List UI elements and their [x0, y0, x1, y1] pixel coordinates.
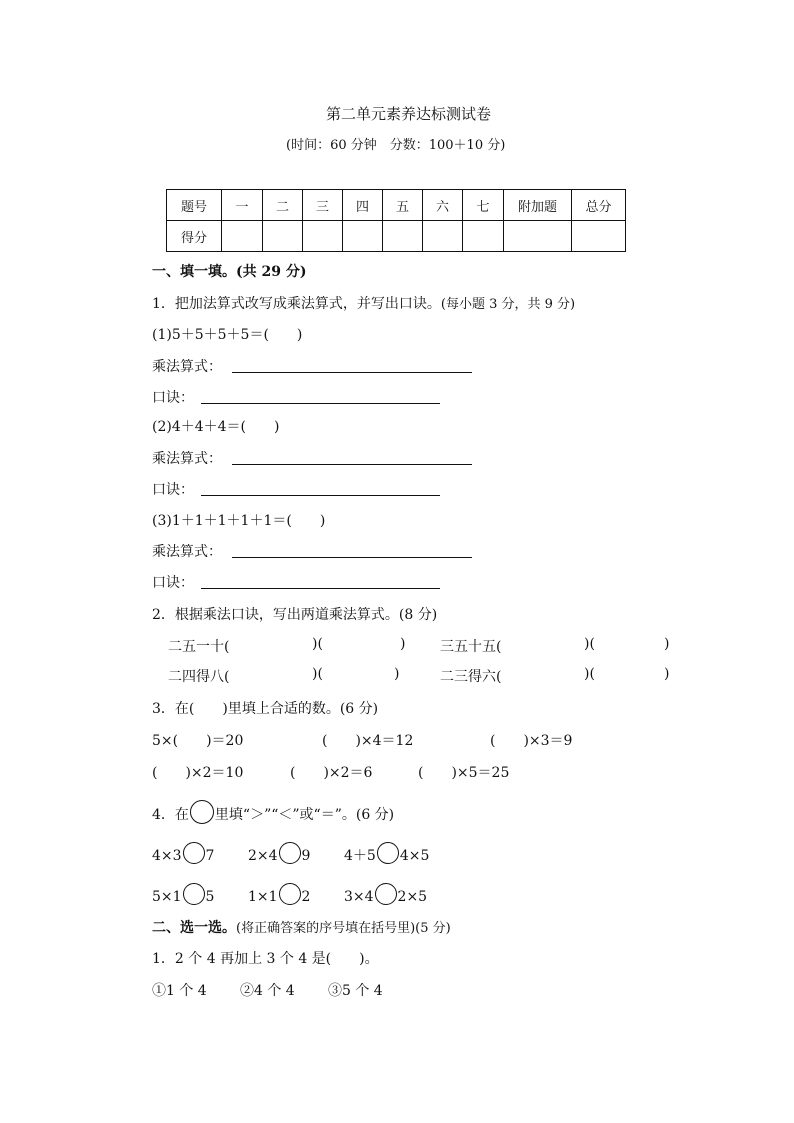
table-cell: 二 — [263, 190, 303, 221]
q4-left: 2×4 — [248, 848, 278, 864]
answer-line[interactable] — [232, 464, 472, 465]
q2-item3-end: ) — [394, 666, 400, 682]
q4-right: 2 — [301, 889, 311, 905]
q4-r1-c — [344, 842, 429, 865]
q1-part1-expr: (1)5＋5＋5＋5＝( ) — [152, 327, 303, 343]
circle-blank-icon — [190, 800, 214, 824]
q3-r2-a: ( )×2＝10 — [152, 765, 244, 781]
table-cell: 四 — [343, 190, 383, 221]
q2-item2-mid: )( — [584, 636, 595, 652]
table-cell: 六 — [423, 190, 463, 221]
score-input-cell[interactable] — [504, 221, 572, 252]
score-input-cell[interactable] — [222, 221, 263, 252]
q1-stem-text: 1．把加法算式改写成乘法算式，并写出口诀。 — [152, 296, 441, 312]
q4-right: 9 — [301, 848, 311, 864]
s2-q1-option-1: ①1 个 4 — [152, 983, 207, 999]
table-cell: 五 — [383, 190, 423, 221]
answer-line[interactable] — [232, 372, 472, 373]
score-input-cell[interactable] — [572, 221, 626, 252]
score-input-cell[interactable] — [423, 221, 463, 252]
table-cell: 一 — [222, 190, 263, 221]
q1-part2-rhyme-label: 口诀： — [152, 482, 194, 498]
section2-heading-b: (将正确答案的序号填在括号里)(5 分) — [236, 921, 451, 936]
q4-stem — [152, 800, 394, 824]
compare-circle[interactable] — [375, 883, 397, 905]
q1-part3-expr: (3)1＋1＋1＋1＋1＝( ) — [152, 513, 326, 529]
answer-line[interactable] — [201, 403, 440, 404]
q4-right: 5 — [205, 889, 215, 905]
compare-circle[interactable] — [183, 883, 205, 905]
compare-circle[interactable] — [377, 842, 399, 864]
table-cell: 得分 — [167, 221, 222, 252]
section1-heading: 一、填一填。(共 29 分) — [152, 264, 307, 280]
q3-r2-b: ( )×2＝6 — [290, 765, 373, 781]
table-cell: 附加题 — [504, 190, 572, 221]
compare-circle[interactable] — [279, 842, 301, 864]
q4-right: 7 — [205, 848, 215, 864]
q2-item1-rhyme: 二五一十( — [168, 639, 230, 655]
compare-circle[interactable] — [279, 883, 301, 905]
q3-stem: 3．在( )里填上合适的数。(6 分) — [152, 701, 379, 717]
q1-part3-rhyme-label: 口诀： — [152, 575, 194, 591]
q4-left: 5×1 — [152, 889, 182, 905]
q4-left: 3×4 — [344, 889, 374, 905]
s2-q1-stem: 1．2 个 4 再加上 3 个 4 是( )。 — [152, 951, 379, 967]
q2-item4-end: ) — [664, 666, 670, 682]
table-cell: 题号 — [167, 190, 222, 221]
page-title: 第二单元素养达标测试卷 — [326, 105, 492, 123]
q4-stem-b: 里填“＞”“＜”或“＝”。(6 分) — [214, 807, 395, 823]
q3-r1-b: ( )×4＝12 — [322, 733, 414, 749]
score-table-header-row — [167, 190, 626, 221]
answer-line[interactable] — [201, 495, 440, 496]
answer-line[interactable] — [201, 588, 440, 589]
q1-part3-mult-label: 乘法算式： — [152, 544, 222, 560]
score-input-cell[interactable] — [463, 221, 504, 252]
table-cell: 三 — [303, 190, 343, 221]
q3-r1-c: ( )×3＝9 — [490, 733, 573, 749]
table-cell: 七 — [463, 190, 504, 221]
q4-left: 4＋5 — [344, 848, 376, 864]
score-input-cell[interactable] — [383, 221, 423, 252]
compare-circle[interactable] — [183, 842, 205, 864]
q4-right: 4×5 — [399, 848, 430, 864]
q4-right: 2×5 — [397, 889, 428, 905]
score-table — [166, 189, 626, 252]
score-input-cell[interactable] — [343, 221, 383, 252]
score-input-cell[interactable] — [263, 221, 303, 252]
q1-part1-rhyme-label: 口诀： — [152, 390, 194, 406]
q1-part2-expr: (2)4＋4＋4＝( ) — [152, 419, 280, 435]
q2-item4-rhyme: 二三得六( — [440, 669, 502, 685]
q4-stem-a: 4．在 — [152, 807, 189, 823]
q1-part2-mult-label: 乘法算式： — [152, 451, 222, 467]
section2-heading — [152, 917, 451, 937]
q2-stem: 2．根据乘法口诀，写出两道乘法算式。(8 分) — [152, 607, 438, 623]
q3-r2-c: ( )×5＝25 — [418, 765, 510, 781]
q1-note: (每小题 3 分，共 9 分) — [440, 297, 576, 312]
q2-item1-mid: )( — [312, 636, 323, 652]
s2-q1-option-3: ③5 个 4 — [328, 983, 383, 999]
table-cell: 总分 — [572, 190, 626, 221]
q1-stem — [152, 293, 575, 313]
q3-r1-a: 5×( )＝20 — [152, 733, 244, 749]
q4-r1-a — [152, 842, 214, 864]
q4-r2-c — [344, 883, 427, 905]
q2-item1-end: ) — [400, 636, 406, 652]
q2-item4-mid: )( — [584, 666, 595, 682]
s2-q1-option-2: ②4 个 4 — [240, 983, 295, 999]
q4-left: 1×1 — [248, 889, 278, 905]
q2-item3-mid: )( — [312, 666, 323, 682]
answer-line[interactable] — [232, 557, 472, 558]
page-subtitle: (时间：60 分钟 分数：100＋10 分) — [286, 138, 506, 153]
section2-heading-a: 二、选一选。 — [152, 920, 236, 936]
q4-left: 4×3 — [152, 848, 182, 864]
q1-part1-mult-label: 乘法算式： — [152, 359, 222, 375]
q2-item2-rhyme: 三五十五( — [440, 639, 502, 655]
q4-r1-b — [248, 842, 310, 864]
q4-r2-a — [152, 883, 214, 905]
score-table-score-row — [167, 221, 626, 252]
q4-r2-b — [248, 883, 310, 905]
q2-item2-end: ) — [664, 636, 670, 652]
q2-item3-rhyme: 二四得八( — [168, 669, 230, 685]
score-input-cell[interactable] — [303, 221, 343, 252]
